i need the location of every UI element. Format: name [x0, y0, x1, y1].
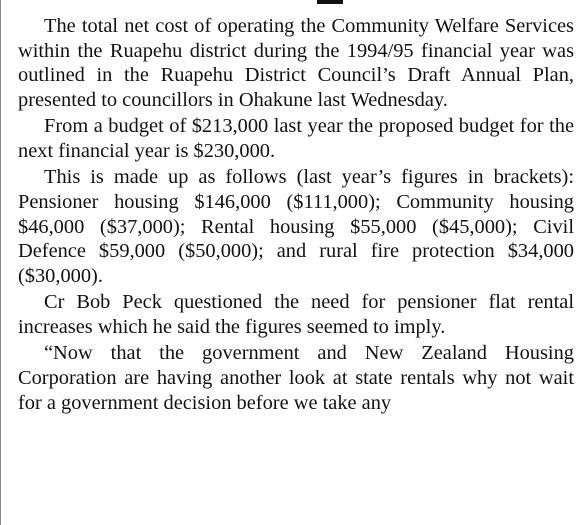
article-paragraph: Cr Bob Peck questioned the need for pensioner flat rental increases which he said the figures seemed to imply. — [18, 291, 574, 338]
column-divider-line — [0, 0, 1, 525]
article-paragraph: From a budget of $213,000 last year the proposed budget for the next financial year is $230,000. — [18, 115, 574, 163]
article-paragraph: This is made up as follows (last year’s figures in brackets): Pensioner housing $146,000 ($111,000); Community housing $46,000 ($37,000); Rental housing $55,000 ($45,000); Civil Defence $59,000 ($50,000); and rural fire protection $34,000 ($30,000). — [18, 166, 574, 288]
column-top-rule — [317, 0, 343, 4]
article-paragraph: The total net cost of operating the Community Welfare Services within the Ruapehu district during the 1994/95 financial year was outlined in the Ruapehu District Council’s Draft Annual Plan, presented to councillors in Ohakune last Wednesday. — [18, 15, 574, 112]
article-paragraph: “Now that the government and New Zealand Housing Corporation are having another look at state rentals why not wait for a government decision before we take any — [18, 342, 574, 414]
news-article — [18, 14, 574, 417]
